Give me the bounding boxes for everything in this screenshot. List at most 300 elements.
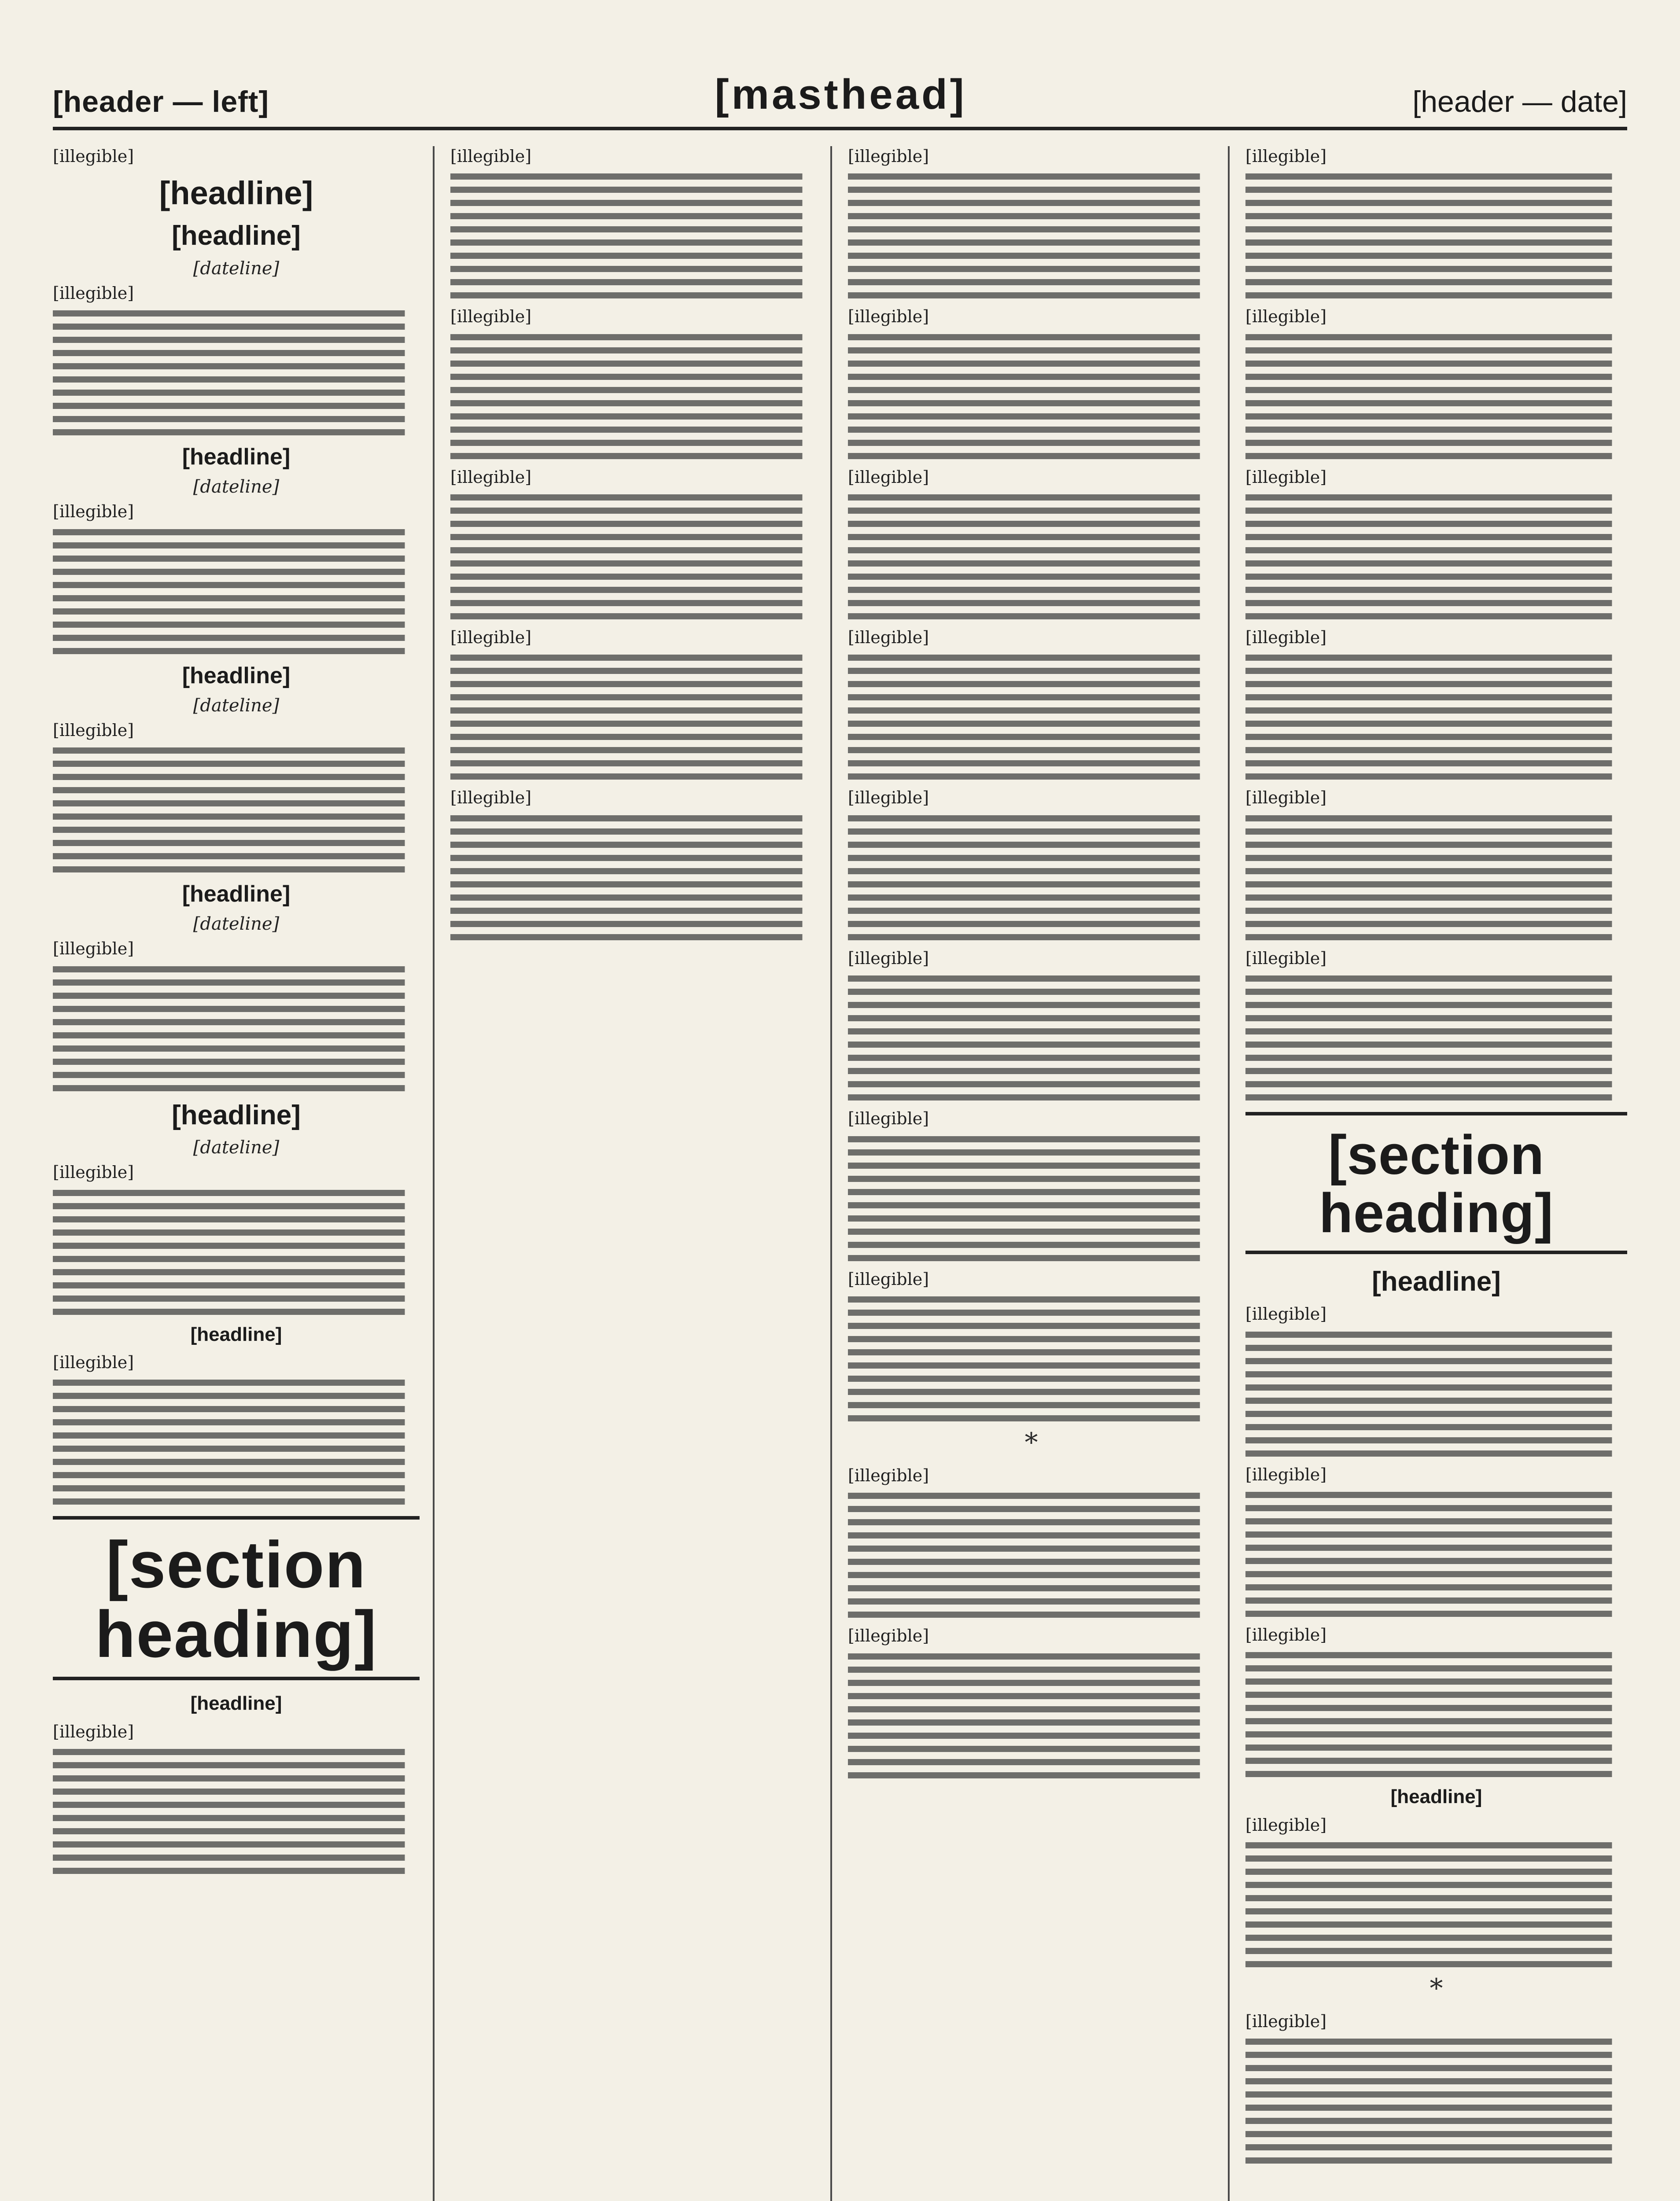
text-line xyxy=(1245,921,1627,927)
text-line xyxy=(53,1309,420,1315)
text-line xyxy=(1245,453,1627,459)
text-line xyxy=(848,427,1215,433)
text-line xyxy=(1245,374,1627,380)
text-lines xyxy=(53,966,420,1091)
text-line xyxy=(848,934,1215,940)
text-line xyxy=(848,374,1215,380)
text-line xyxy=(1245,908,1627,914)
text-line xyxy=(1245,1081,1627,1087)
text-line xyxy=(848,881,1215,887)
text-line xyxy=(53,800,420,806)
article-text: [illegible] xyxy=(848,1269,929,1289)
text-line xyxy=(1245,1935,1627,1941)
text-line xyxy=(1245,1882,1627,1888)
text-line xyxy=(1245,1371,1627,1377)
text-line xyxy=(1245,2052,1627,2058)
text-line xyxy=(53,787,420,793)
text-line xyxy=(1245,1015,1627,1021)
text-line xyxy=(848,1559,1215,1565)
text-line xyxy=(1245,1384,1627,1391)
text-line xyxy=(1245,1505,1627,1511)
text-line xyxy=(53,866,420,872)
text-line xyxy=(848,1002,1215,1008)
article-headline: [headline] xyxy=(172,1100,301,1130)
text-line xyxy=(1245,560,1627,567)
text-line xyxy=(53,1006,420,1012)
text-line xyxy=(1245,989,1627,995)
text-line xyxy=(1245,1345,1627,1351)
text-line xyxy=(848,1189,1215,1195)
article-text: [illegible] xyxy=(53,283,134,303)
text-line xyxy=(848,1055,1215,1061)
text-line xyxy=(53,542,420,548)
text-line xyxy=(1245,934,1627,940)
text-line xyxy=(848,494,1215,501)
text-lines xyxy=(1245,173,1627,298)
text-line xyxy=(53,1229,420,1236)
article-headline: [headline] xyxy=(182,663,291,688)
text-line xyxy=(53,840,420,846)
text-line xyxy=(848,773,1215,780)
text-line xyxy=(53,1059,420,1065)
text-line xyxy=(848,1772,1215,1778)
text-line xyxy=(450,239,817,246)
section-heading: [section heading] xyxy=(1245,1112,1627,1254)
article-dateline: [dateline] xyxy=(193,695,280,716)
text-lines xyxy=(450,173,817,298)
text-line xyxy=(53,390,420,396)
text-line xyxy=(848,1163,1215,1169)
text-line xyxy=(53,1019,420,1025)
text-lines xyxy=(848,1653,1215,1778)
text-line xyxy=(450,655,817,661)
article-dateline: [dateline] xyxy=(193,1137,280,1158)
article-text: [illegible] xyxy=(1245,467,1327,487)
text-lines xyxy=(53,529,420,654)
text-line xyxy=(1245,707,1627,714)
text-line xyxy=(53,416,420,422)
text-line xyxy=(848,1389,1215,1395)
text-line xyxy=(1245,2144,1627,2150)
text-line xyxy=(450,574,817,580)
text-line xyxy=(450,760,817,766)
column-2 xyxy=(450,146,832,2201)
text-line xyxy=(53,1802,420,1808)
text-line xyxy=(1245,334,1627,340)
text-lines xyxy=(1245,1332,1627,1457)
text-line xyxy=(1245,1492,1627,1498)
text-line xyxy=(1245,1068,1627,1074)
text-line xyxy=(1245,1424,1627,1430)
text-line xyxy=(53,324,420,330)
date-line: [header — date] xyxy=(1412,85,1627,118)
text-line xyxy=(1245,881,1627,887)
text-lines xyxy=(848,655,1215,780)
article-text: [illegible] xyxy=(848,788,929,808)
text-line xyxy=(848,1136,1215,1142)
text-line xyxy=(848,1402,1215,1408)
text-line xyxy=(53,979,420,986)
text-line xyxy=(53,1282,420,1288)
text-line xyxy=(450,387,817,393)
text-line xyxy=(53,556,420,562)
text-line xyxy=(53,1190,420,1196)
text-line xyxy=(450,521,817,527)
text-line xyxy=(848,574,1215,580)
text-line xyxy=(1245,855,1627,861)
text-line xyxy=(450,560,817,567)
text-line xyxy=(53,1419,420,1425)
text-line xyxy=(53,1841,420,1848)
text-line xyxy=(1245,655,1627,661)
text-line xyxy=(1245,1948,1627,1954)
text-line xyxy=(53,1045,420,1052)
text-line xyxy=(848,1746,1215,1752)
text-line xyxy=(53,1459,420,1465)
text-line xyxy=(53,648,420,654)
text-line xyxy=(450,292,817,298)
text-line xyxy=(1245,868,1627,874)
column-1 xyxy=(53,146,435,2201)
article-dateline: [dateline] xyxy=(193,477,280,497)
text-line xyxy=(450,226,817,232)
text-line xyxy=(53,1789,420,1795)
text-line xyxy=(1245,1002,1627,1008)
text-line xyxy=(450,213,817,219)
text-line xyxy=(1245,1094,1627,1100)
text-line xyxy=(1245,2078,1627,2084)
text-line xyxy=(1245,1411,1627,1417)
article-text: [illegible] xyxy=(53,939,134,959)
page-header xyxy=(53,70,1627,130)
text-lines xyxy=(848,1493,1215,1618)
text-line xyxy=(1245,1665,1627,1671)
text-line xyxy=(1245,1028,1627,1034)
article-headline: [headline] xyxy=(172,221,301,251)
text-line xyxy=(848,1242,1215,1248)
article-text: [illegible] xyxy=(1245,2011,1327,2031)
text-line xyxy=(450,253,817,259)
text-line xyxy=(848,1572,1215,1578)
text-line xyxy=(848,760,1215,766)
text-line xyxy=(848,1415,1215,1421)
text-line xyxy=(1245,1678,1627,1685)
text-line xyxy=(450,734,817,740)
text-line xyxy=(450,587,817,593)
text-line xyxy=(848,547,1215,553)
text-line xyxy=(53,403,420,409)
text-line xyxy=(848,1693,1215,1699)
text-line xyxy=(450,815,817,821)
article-headline: [headline] xyxy=(1372,1266,1501,1297)
article-headline: [headline] xyxy=(190,1693,282,1715)
text-line xyxy=(848,1081,1215,1087)
text-line xyxy=(848,668,1215,674)
text-line xyxy=(848,655,1215,661)
text-line xyxy=(848,1323,1215,1329)
text-line xyxy=(848,1519,1215,1525)
text-line xyxy=(53,582,420,588)
text-line xyxy=(1245,694,1627,700)
text-line xyxy=(1245,773,1627,780)
article-text: [illegible] xyxy=(1245,628,1327,648)
text-line xyxy=(450,881,817,887)
text-lines xyxy=(53,1749,420,1874)
text-line xyxy=(848,1336,1215,1342)
text-line xyxy=(1245,1531,1627,1538)
text-line xyxy=(1245,1961,1627,1967)
text-line xyxy=(1245,2118,1627,2124)
text-line xyxy=(848,334,1215,340)
text-line xyxy=(1245,587,1627,593)
text-line xyxy=(848,1680,1215,1686)
text-line xyxy=(450,668,817,674)
text-line xyxy=(1245,1545,1627,1551)
article-text: [illegible] xyxy=(450,628,532,648)
text-line xyxy=(848,908,1215,914)
text-line xyxy=(1245,547,1627,553)
text-line xyxy=(848,1094,1215,1100)
text-line xyxy=(53,1243,420,1249)
text-line xyxy=(848,440,1215,446)
text-lines xyxy=(450,494,817,619)
text-line xyxy=(848,213,1215,219)
text-line xyxy=(450,427,817,433)
text-line xyxy=(53,1406,420,1412)
text-line xyxy=(848,1229,1215,1235)
text-line xyxy=(53,1868,420,1874)
text-line xyxy=(848,1042,1215,1048)
article-text: [illegible] xyxy=(848,1465,929,1485)
article-text: [illegible] xyxy=(848,147,929,166)
text-line xyxy=(1245,1705,1627,1711)
text-line xyxy=(53,827,420,833)
text-line xyxy=(848,842,1215,848)
text-line xyxy=(1245,1450,1627,1457)
text-line xyxy=(1245,1745,1627,1751)
text-line xyxy=(1245,427,1627,433)
text-line xyxy=(848,453,1215,459)
text-line xyxy=(53,1446,420,1452)
text-line xyxy=(848,1310,1215,1316)
text-line xyxy=(1245,2157,1627,2164)
text-line xyxy=(848,266,1215,272)
text-line xyxy=(1245,747,1627,753)
article-text: [illegible] xyxy=(450,788,532,808)
text-line xyxy=(53,350,420,356)
text-line xyxy=(848,508,1215,514)
text-line xyxy=(848,707,1215,714)
text-line xyxy=(848,868,1215,874)
text-line xyxy=(450,828,817,835)
text-line xyxy=(450,534,817,540)
text-line xyxy=(1245,187,1627,193)
text-line xyxy=(53,1380,420,1386)
text-lines xyxy=(1245,1842,1627,1967)
text-line xyxy=(1245,1042,1627,1048)
text-line xyxy=(1245,721,1627,727)
text-line xyxy=(53,529,420,535)
column-4 xyxy=(1245,146,1627,2201)
text-lines xyxy=(848,815,1215,940)
text-line xyxy=(450,400,817,406)
text-line xyxy=(1245,2065,1627,2071)
article-text: [illegible] xyxy=(1245,1304,1327,1324)
article-text: [illegible] xyxy=(53,1163,134,1182)
page-number: [header — left] xyxy=(53,85,269,118)
text-line xyxy=(450,600,817,606)
text-line xyxy=(53,966,420,972)
text-line xyxy=(848,600,1215,606)
text-lines xyxy=(450,815,817,940)
text-line xyxy=(450,187,817,193)
text-lines xyxy=(848,1136,1215,1261)
text-lines xyxy=(1245,815,1627,940)
article-text: [illegible] xyxy=(53,1722,134,1741)
text-lines xyxy=(848,1296,1215,1421)
text-line xyxy=(1245,681,1627,687)
text-line xyxy=(848,200,1215,206)
text-line xyxy=(1245,1855,1627,1862)
text-line xyxy=(1245,842,1627,848)
text-line xyxy=(848,1215,1215,1222)
article-headline: [headline] xyxy=(182,444,291,470)
text-line xyxy=(450,453,817,459)
text-line xyxy=(1245,279,1627,285)
text-line xyxy=(53,310,420,317)
text-line xyxy=(848,694,1215,700)
text-line xyxy=(848,1598,1215,1605)
text-line xyxy=(848,521,1215,527)
text-line xyxy=(53,1775,420,1781)
text-line xyxy=(53,747,420,754)
text-line xyxy=(450,934,817,940)
text-line xyxy=(53,1762,420,1768)
text-lines xyxy=(848,494,1215,619)
text-line xyxy=(450,747,817,753)
text-line xyxy=(1245,361,1627,367)
text-line xyxy=(53,337,420,343)
text-line xyxy=(1245,574,1627,580)
text-line xyxy=(848,989,1215,995)
text-line xyxy=(1245,815,1627,821)
article-text: [illegible] xyxy=(450,147,532,166)
text-line xyxy=(450,842,817,848)
article-dateline: [dateline] xyxy=(193,258,280,279)
text-line xyxy=(848,1653,1215,1660)
text-line xyxy=(1245,173,1627,180)
article-text: [illegible] xyxy=(53,1352,134,1372)
text-line xyxy=(1245,387,1627,393)
text-line xyxy=(848,855,1215,861)
text-line xyxy=(1245,266,1627,272)
masthead-title: [masthead] xyxy=(715,71,967,118)
text-line xyxy=(848,292,1215,298)
text-lines xyxy=(53,1380,420,1505)
text-lines xyxy=(1245,1492,1627,1617)
text-line xyxy=(53,1432,420,1439)
article-text: [illegible] xyxy=(1245,147,1327,166)
text-line xyxy=(450,921,817,927)
text-lines xyxy=(848,334,1215,459)
text-line xyxy=(848,1719,1215,1726)
article-text: [illegible] xyxy=(53,147,134,166)
text-line xyxy=(1245,1437,1627,1443)
text-line xyxy=(53,1032,420,1038)
text-line xyxy=(450,908,817,914)
text-line xyxy=(1245,2039,1627,2045)
text-line xyxy=(848,734,1215,740)
text-line xyxy=(53,1203,420,1209)
text-line xyxy=(848,1349,1215,1355)
text-line xyxy=(848,721,1215,727)
text-line xyxy=(848,187,1215,193)
text-line xyxy=(53,1085,420,1091)
ornament: * xyxy=(1429,1973,1443,2004)
text-line xyxy=(1245,1758,1627,1764)
text-line xyxy=(848,747,1215,753)
text-line xyxy=(450,413,817,420)
text-line xyxy=(1245,1332,1627,1338)
text-line xyxy=(1245,894,1627,901)
text-line xyxy=(1245,1908,1627,1914)
text-line xyxy=(53,1472,420,1478)
text-line xyxy=(1245,521,1627,527)
article-text: [illegible] xyxy=(450,467,532,487)
text-line xyxy=(53,608,420,615)
text-lines xyxy=(1245,334,1627,459)
text-line xyxy=(848,815,1215,821)
text-line xyxy=(1245,1842,1627,1848)
text-line xyxy=(53,1749,420,1755)
text-line xyxy=(848,173,1215,180)
text-line xyxy=(1245,347,1627,353)
text-line xyxy=(848,1202,1215,1208)
article-headline: [headline] xyxy=(1390,1786,1482,1808)
article-headline: [headline] xyxy=(182,881,291,907)
text-line xyxy=(1245,760,1627,766)
text-lines xyxy=(53,1190,420,1315)
text-line xyxy=(1245,2091,1627,2098)
text-lines xyxy=(53,747,420,872)
text-line xyxy=(848,253,1215,259)
text-line xyxy=(1245,1584,1627,1590)
text-line xyxy=(53,1269,420,1275)
text-line xyxy=(848,226,1215,232)
text-line xyxy=(848,1532,1215,1538)
text-line xyxy=(1245,413,1627,420)
text-line xyxy=(848,1506,1215,1512)
text-line xyxy=(53,1256,420,1262)
text-line xyxy=(53,569,420,575)
text-line xyxy=(53,1393,420,1399)
text-line xyxy=(1245,1895,1627,1901)
text-line xyxy=(53,813,420,820)
text-line xyxy=(848,587,1215,593)
text-line xyxy=(848,828,1215,835)
text-line xyxy=(1245,1055,1627,1061)
article-text: [illegible] xyxy=(1245,1815,1327,1835)
text-line xyxy=(450,855,817,861)
text-line xyxy=(848,239,1215,246)
text-lines xyxy=(1245,655,1627,780)
text-line xyxy=(1245,1597,1627,1604)
text-line xyxy=(848,534,1215,540)
text-line xyxy=(1245,508,1627,514)
text-line xyxy=(1245,1731,1627,1737)
text-lines xyxy=(450,655,817,780)
text-line xyxy=(848,1255,1215,1261)
